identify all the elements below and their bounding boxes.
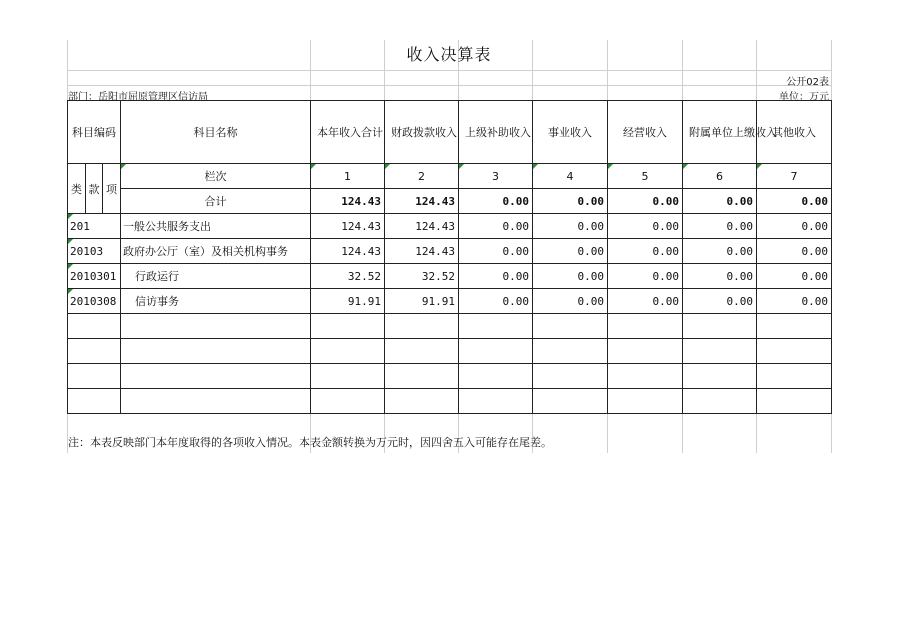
row-value: 0.00 <box>608 239 683 264</box>
header-col-2: 财政拨款收入 <box>385 101 459 164</box>
page-title: 收入决算表 <box>406 45 492 64</box>
empty-row <box>68 389 832 414</box>
row-name: 政府办公厅（室）及相关机构事务 <box>121 239 311 264</box>
department-label: 部门：岳阳市屈原管理区信访局 <box>68 92 208 103</box>
unit-label: 单位：万元 <box>779 92 829 103</box>
col-number: 3 <box>459 164 533 189</box>
header-col-3: 上级补助收入 <box>459 101 533 164</box>
row-value: 0.00 <box>459 214 533 239</box>
row-value: 0.00 <box>683 264 757 289</box>
row-code: 2010308 <box>68 289 121 314</box>
row-value: 124.43 <box>385 239 459 264</box>
total-value: 0.00 <box>533 189 608 214</box>
row-code: 2010301 <box>68 264 121 289</box>
row-value: 0.00 <box>683 214 757 239</box>
row-value: 0.00 <box>459 239 533 264</box>
row-value: 0.00 <box>533 239 608 264</box>
row-value: 0.00 <box>608 214 683 239</box>
header-lei: 类 <box>68 164 86 214</box>
row-value: 32.52 <box>385 264 459 289</box>
row-code: 20103 <box>68 239 121 264</box>
row-value: 124.43 <box>311 239 385 264</box>
grid-line <box>67 85 831 86</box>
header-col-5: 经营收入 <box>608 101 683 164</box>
total-value: 124.43 <box>385 189 459 214</box>
row-value: 0.00 <box>757 264 832 289</box>
total-label: 合计 <box>121 189 311 214</box>
empty-row <box>68 364 832 389</box>
header-subject-code: 科目编码 <box>68 101 121 164</box>
row-code: 201 <box>68 214 121 239</box>
row-value: 0.00 <box>608 264 683 289</box>
table-row <box>68 289 832 314</box>
grid-line <box>67 70 831 71</box>
header-kuan: 款 <box>86 164 103 214</box>
col-number: 7 <box>757 164 832 189</box>
total-value: 0.00 <box>459 189 533 214</box>
total-value: 124.43 <box>311 189 385 214</box>
total-value: 0.00 <box>608 189 683 214</box>
footnote: 注：本表反映部门本年度取得的各项收入情况。本表金额转换为万元时，因四舍五入可能存在尾差。 <box>68 436 552 449</box>
column-number-row <box>68 164 832 189</box>
total-value: 0.00 <box>757 189 832 214</box>
total-row <box>68 189 832 214</box>
form-number: 公开02表 <box>786 77 829 88</box>
table-row <box>68 214 832 239</box>
col-number: 6 <box>683 164 757 189</box>
col-number: 5 <box>608 164 683 189</box>
row-value: 91.91 <box>311 289 385 314</box>
row-value: 91.91 <box>385 289 459 314</box>
row-value: 124.43 <box>385 214 459 239</box>
header-col-4: 事业收入 <box>533 101 608 164</box>
lanci-label: 栏次 <box>121 164 311 189</box>
row-name: 一般公共服务支出 <box>121 214 311 239</box>
row-value: 0.00 <box>459 289 533 314</box>
revenue-table <box>67 100 832 414</box>
row-value: 0.00 <box>757 289 832 314</box>
row-value: 0.00 <box>459 264 533 289</box>
header-col-6: 附属单位上缴收入 <box>683 101 757 164</box>
empty-row <box>68 314 832 339</box>
row-value: 0.00 <box>533 214 608 239</box>
row-value: 124.43 <box>311 214 385 239</box>
header-col-1: 本年收入合计 <box>311 101 385 164</box>
row-name: 信访事务 <box>121 289 311 314</box>
table-row <box>68 264 832 289</box>
header-subject-name: 科目名称 <box>121 101 311 164</box>
row-value: 0.00 <box>608 289 683 314</box>
header-col-7: 其他收入 <box>757 101 832 164</box>
header-xiang: 项 <box>103 164 121 214</box>
row-value: 0.00 <box>533 264 608 289</box>
row-value: 0.00 <box>683 239 757 264</box>
empty-row <box>68 339 832 364</box>
row-value: 32.52 <box>311 264 385 289</box>
row-value: 0.00 <box>757 239 832 264</box>
total-value: 0.00 <box>683 189 757 214</box>
header-row <box>68 101 832 164</box>
row-name: 行政运行 <box>121 264 311 289</box>
row-value: 0.00 <box>683 289 757 314</box>
row-value: 0.00 <box>757 214 832 239</box>
row-value: 0.00 <box>533 289 608 314</box>
col-number: 4 <box>533 164 608 189</box>
table-row <box>68 239 832 264</box>
col-number: 2 <box>385 164 459 189</box>
col-number: 1 <box>311 164 385 189</box>
